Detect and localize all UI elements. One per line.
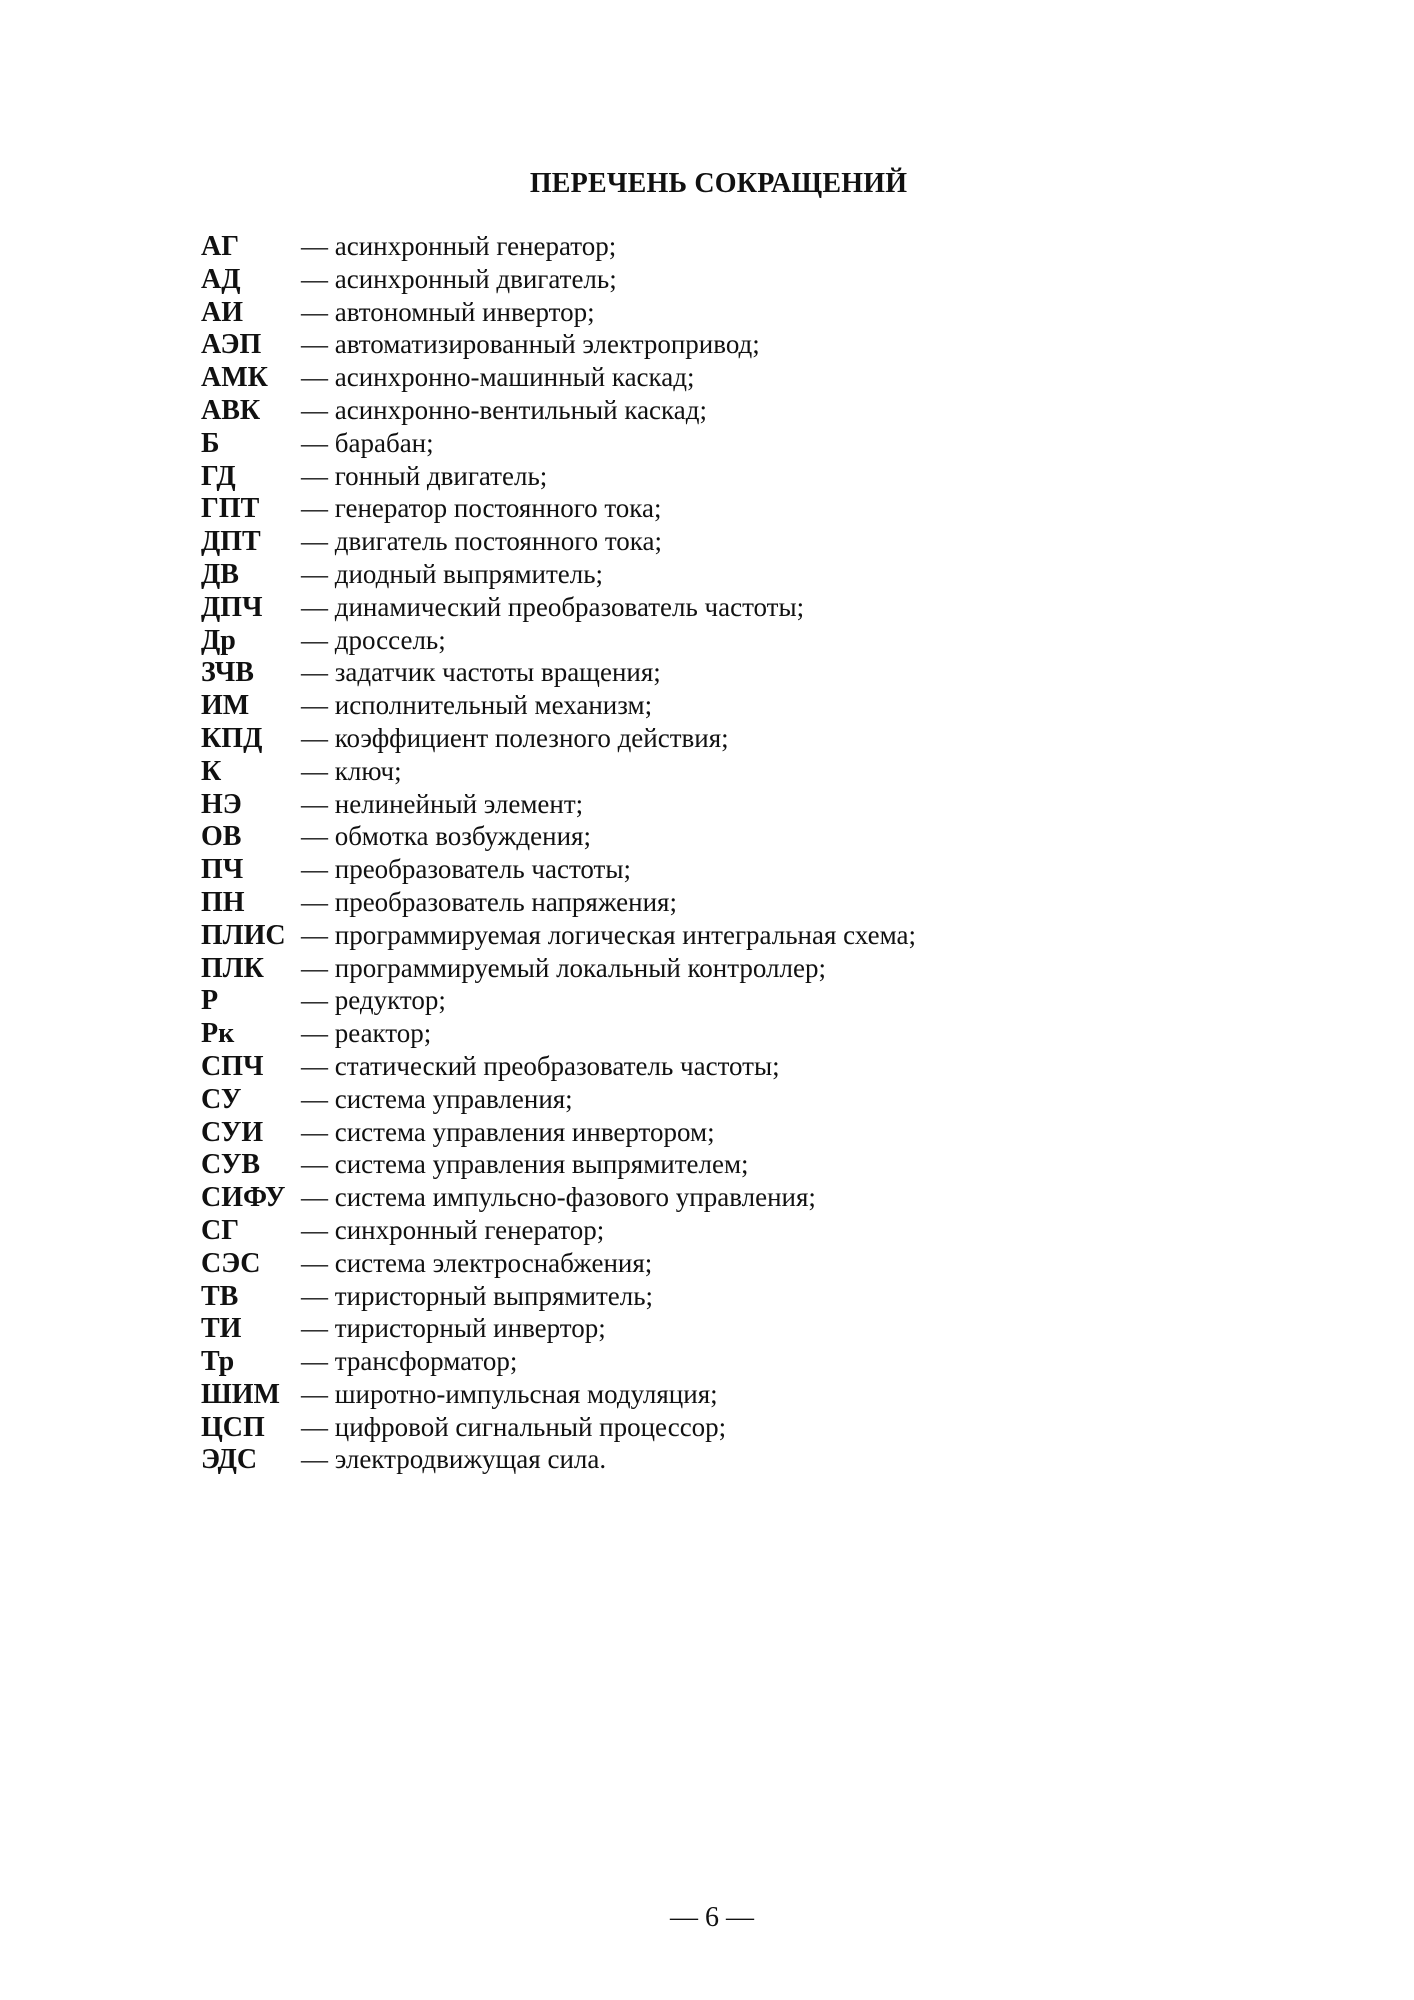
list-item — [201, 689, 916, 722]
abbreviation-definition: — система управления; — [301, 1083, 573, 1114]
abbreviation-definition: — тиристорный инвертор; — [301, 1313, 606, 1344]
abbreviation-definition: — автоматизированный электропривод; — [301, 329, 760, 360]
abbreviation-definition: — программируемый локальный контроллер; — [301, 952, 826, 983]
abbreviation-definition: — дроссель; — [301, 624, 446, 655]
abbreviation-definition: — генератор постоянного тока; — [301, 493, 662, 524]
list-item — [201, 722, 916, 755]
abbreviation-term: ДПТ — [201, 526, 261, 558]
abbreviation-term: ТИ — [201, 1313, 242, 1345]
abbreviation-term: ОВ — [201, 821, 242, 853]
abbreviation-definition: — реактор; — [301, 1018, 432, 1049]
abbreviation-term: СУИ — [201, 1116, 264, 1148]
abbreviation-definition: — статический преобразователь частоты; — [301, 1050, 780, 1081]
abbreviation-definition: — электродвижущая сила. — [301, 1444, 607, 1475]
abbreviation-term: ПЛК — [201, 952, 264, 984]
abbreviation-definition: — система электроснабжения; — [301, 1247, 653, 1278]
abbreviation-definition: — система импульсно-фазового управления; — [301, 1182, 816, 1213]
abbreviation-definition: — обмотка возбуждения; — [301, 821, 591, 852]
abbreviation-term: СУ — [201, 1083, 242, 1115]
list-item — [201, 1116, 916, 1149]
abbreviation-definition: — тиристорный выпрямитель; — [301, 1280, 654, 1311]
list-item — [201, 1443, 916, 1476]
abbreviation-term: ЦСП — [201, 1411, 265, 1443]
abbreviation-term: Рк — [201, 1018, 235, 1050]
abbreviation-definition: — система управления выпрямителем; — [301, 1149, 749, 1180]
list-item — [201, 952, 916, 985]
abbreviation-definition: — синхронный генератор; — [301, 1214, 605, 1245]
abbreviation-term: ЭДС — [201, 1444, 258, 1476]
abbreviation-definition: — асинхронно-вентильный каскад; — [301, 394, 707, 425]
abbreviation-definition: — преобразователь напряжения; — [301, 886, 677, 917]
list-item — [201, 1148, 916, 1181]
abbreviation-term: АГ — [201, 231, 240, 262]
abbreviation-term: ШИМ — [201, 1378, 280, 1410]
page-number: — 6 — — [670, 1902, 754, 1933]
abbreviation-definition: — программируемая логическая интегральная схема; — [301, 919, 916, 950]
abbreviation-definition: — асинхронно-машинный каскад; — [301, 362, 695, 393]
abbreviation-definition: — ключ; — [301, 755, 402, 786]
list-item — [201, 558, 916, 591]
abbreviation-term: СУВ — [201, 1149, 261, 1181]
abbreviation-term: ГД — [201, 460, 236, 492]
abbreviation-term: ДВ — [201, 558, 239, 590]
abbreviation-term: К — [201, 755, 222, 787]
list-item — [201, 1411, 916, 1444]
list-item — [201, 263, 916, 296]
abbreviation-definition: — широтно-импульсная модуляция; — [301, 1378, 718, 1409]
list-item — [201, 820, 916, 853]
abbreviation-term: СПЧ — [201, 1050, 264, 1082]
abbreviation-term: КПД — [201, 722, 263, 754]
list-item — [201, 591, 916, 624]
list-item — [201, 230, 916, 263]
abbreviation-definition: — исполнительный механизм; — [301, 690, 653, 721]
list-item — [201, 1050, 916, 1083]
abbreviation-term: Б — [201, 427, 220, 459]
list-item — [201, 886, 916, 919]
list-item — [201, 328, 916, 361]
list-item — [201, 492, 916, 525]
list-item — [201, 1017, 916, 1050]
abbreviation-definition: — гонный двигатель; — [301, 460, 548, 491]
list-item — [201, 427, 916, 460]
abbreviation-definition: — барабан; — [301, 427, 434, 458]
abbreviation-definition: — асинхронный двигатель; — [301, 263, 617, 294]
abbreviation-term: АВК — [201, 394, 261, 426]
abbreviation-definition: — система управления инвертором; — [301, 1116, 715, 1147]
list-item — [201, 296, 916, 329]
abbreviation-term: ТВ — [201, 1280, 239, 1312]
list-item — [201, 1312, 916, 1345]
abbreviation-definition: — двигатель постоянного тока; — [301, 526, 663, 557]
abbreviation-term: ДПЧ — [201, 591, 263, 623]
abbreviation-term: Р — [201, 985, 219, 1017]
abbreviation-term: ЗЧВ — [201, 657, 254, 689]
list-item — [201, 525, 916, 558]
abbreviation-definition: — задатчик частоты вращения; — [301, 657, 661, 688]
abbreviation-definition: — цифровой сигнальный процессор; — [301, 1411, 727, 1442]
list-item — [201, 1181, 916, 1214]
abbreviation-term: АД — [201, 263, 241, 295]
list-item — [201, 1280, 916, 1313]
list-item — [201, 1214, 916, 1247]
list-item — [201, 1345, 916, 1378]
abbreviation-term: ПЛИС — [201, 919, 286, 951]
abbreviation-term: АМК — [201, 362, 268, 394]
abbreviation-term: СИФУ — [201, 1182, 286, 1214]
abbreviation-term: НЭ — [201, 788, 242, 820]
abbreviation-definition: — редуктор; — [301, 985, 446, 1016]
list-item — [201, 1378, 916, 1411]
abbreviation-definition: — динамический преобразователь частоты; — [301, 591, 805, 622]
list-item — [201, 460, 916, 493]
abbreviation-definition: — нелинейный элемент; — [301, 788, 584, 819]
list-item — [201, 656, 916, 689]
list-item — [201, 984, 916, 1017]
abbreviation-term: ГПТ — [201, 493, 260, 525]
list-item — [201, 788, 916, 821]
abbreviation-term: ИМ — [201, 690, 250, 722]
list-item — [201, 853, 916, 886]
abbreviation-term: СЭС — [201, 1247, 261, 1279]
list-item — [201, 919, 916, 952]
page-title: ПЕРЕЧЕНЬ СОКРАЩЕНИЙ — [529, 168, 908, 199]
abbreviation-term: Тр — [201, 1346, 235, 1378]
abbreviation-term: ПН — [201, 886, 245, 918]
abbreviation-definition: — диодный выпрямитель; — [301, 558, 604, 589]
list-item — [201, 394, 916, 427]
abbreviation-term: СГ — [201, 1214, 240, 1246]
abbreviation-definition: — преобразователь частоты; — [301, 854, 631, 885]
abbreviation-term: Др — [201, 624, 236, 656]
abbreviation-definition: — автономный инвертор; — [301, 296, 595, 327]
list-item — [201, 1083, 916, 1116]
list-item — [201, 755, 916, 788]
abbreviation-definition: — коэффициент полезного действия; — [301, 722, 729, 753]
list-item — [201, 361, 916, 394]
abbreviation-list — [201, 230, 916, 1476]
abbreviation-definition: — асинхронный генератор; — [301, 231, 617, 261]
list-item — [201, 624, 916, 657]
abbreviation-term: АЭП — [201, 329, 262, 361]
abbreviation-term: ПЧ — [201, 854, 244, 886]
abbreviation-definition: — трансформатор; — [301, 1346, 518, 1377]
abbreviation-term: АИ — [201, 296, 243, 328]
list-item — [201, 1247, 916, 1280]
